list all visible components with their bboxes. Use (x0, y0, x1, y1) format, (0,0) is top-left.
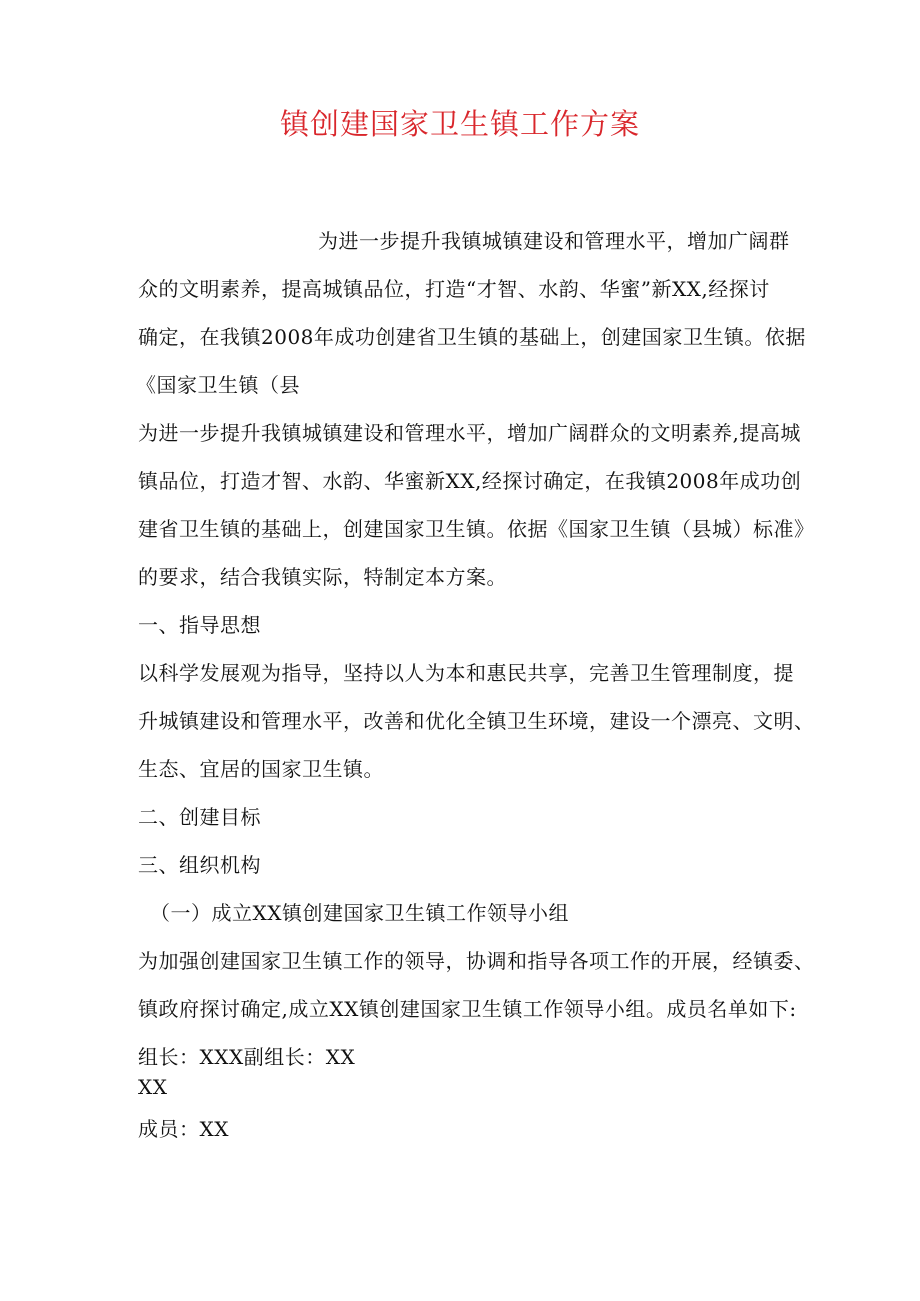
paragraph-line: 升城镇建设和管理水平，改善和优化全镇卫生环境，建设一个漂亮、文明、 (138, 709, 815, 733)
paragraph-line: 《国家卫生镇（县 (136, 373, 300, 397)
section-heading-2: 二、创建目标 (138, 805, 261, 829)
paragraph-line: 众的文明素养，提高城镇品位，打造“才智、水韵、华蜜”新XX,经探讨 (138, 277, 770, 301)
paragraph-line: 为加强创建国家卫生镇工作的领导，协调和指导各项工作的开展，经镇委、 (138, 949, 815, 973)
paragraph-line: 以科学发展观为指导，坚持以人为本和惠民共享，完善卫生管理制度，提 (138, 661, 794, 685)
paragraph-line: 建省卫生镇的基础上，创建国家卫生镇。依据《国家卫生镇（县城）标准》 (138, 517, 815, 541)
member-line: 成员：XX (138, 1117, 229, 1141)
section-heading-3: 三、组织机构 (138, 853, 261, 877)
paragraph-line: 为进一步提升我镇城镇建设和管理水平，增加广阔群 (318, 229, 790, 253)
paragraph-line: 确定，在我镇2008年成功创建省卫生镇的基础上，创建国家卫生镇。依据 (138, 325, 806, 349)
paragraph-line: 的要求，结合我镇实际，特制定本方案。 (138, 565, 507, 589)
subsection-heading: （一）成立XX镇创建国家卫生镇工作领导小组 (150, 901, 569, 925)
paragraph-line: 镇政府探讨确定,成立XX镇创建国家卫生镇工作领导小组。成员名单如下: (138, 997, 797, 1021)
member-line: XX (138, 1075, 168, 1099)
member-line: 组长：XXX副组长：XX (138, 1045, 356, 1069)
document-title: 镇创建国家卫生镇工作方案 (279, 107, 640, 141)
paragraph-line: 镇品位，打造才智、水韵、华蜜新XX,经探讨确定，在我镇2008年成功创 (138, 469, 802, 493)
section-heading-1: 一、指导思想 (138, 613, 261, 637)
paragraph-line: 生态、宜居的国家卫生镇。 (138, 757, 384, 781)
paragraph-line: 为进一步提升我镇城镇建设和管理水平，增加广阔群众的文明素养,提高城 (138, 421, 801, 445)
